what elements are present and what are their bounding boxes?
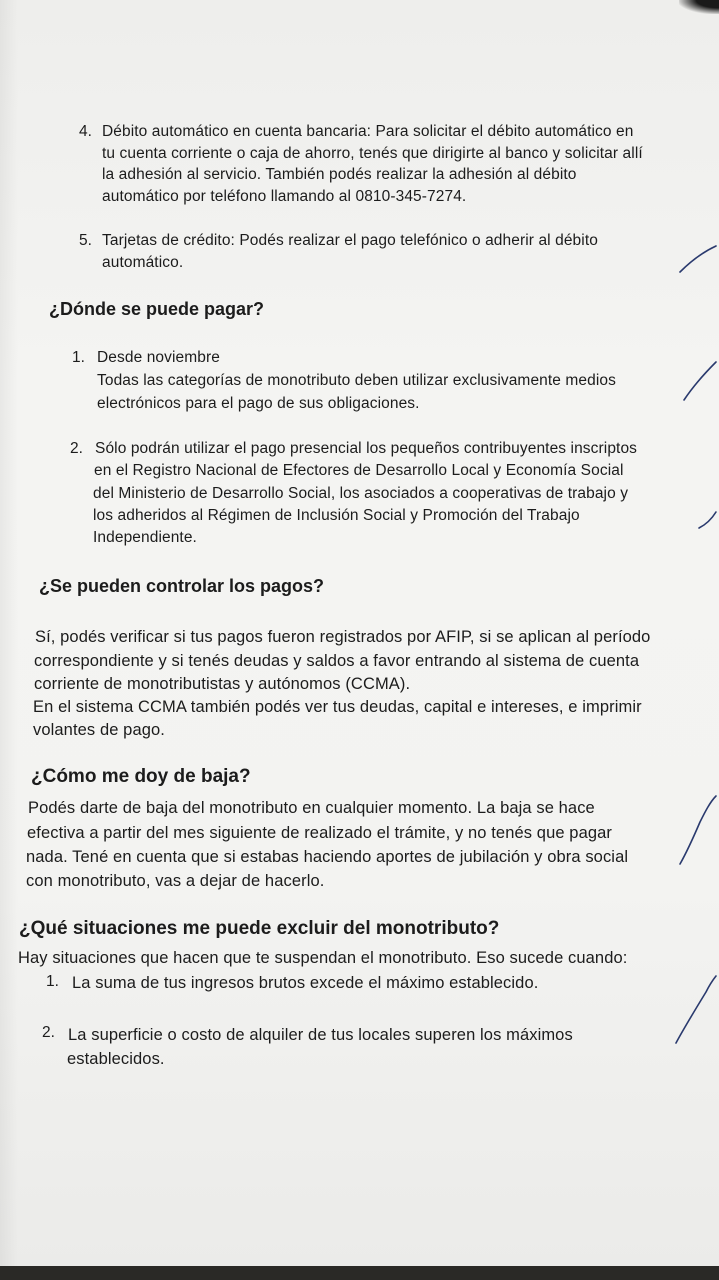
background-strip — [0, 1266, 719, 1280]
controlar-line-5: volantes de pago. — [33, 721, 165, 739]
baja-line-4: con monotributo, vas a dejar de hacerlo. — [26, 872, 325, 890]
item5-line-2: automático. — [102, 254, 184, 271]
section-heading: ¿Cómo me doy de baja? — [31, 766, 251, 787]
item5-line-1: Tarjetas de crédito: Podés realizar el pago telefónico o adherir al débito — [102, 232, 598, 249]
baja-line-1: Podés darte de baja del monotributo en cualquier momento. La baja se hace — [28, 799, 595, 817]
excluir-item1-line-1: La suma de tus ingresos brutos excede el máximo establecido. — [72, 974, 539, 992]
excluir-item2-line-2: establecidos. — [67, 1050, 165, 1068]
item4-line-1: Débito automático en cuenta bancaria: Para solicitar el débito automático en — [102, 123, 634, 140]
check-mark-3-icon — [699, 512, 716, 528]
item4-line-2: tu cuenta corriente o caja de ahorro, tenés que dirigirte al banco y solicitar allí — [102, 145, 643, 162]
donde-item2-line-3: del Ministerio de Desarrollo Social, los asociados a cooperativas de trabajo y — [93, 485, 629, 502]
donde-item1-line-1: Desde noviembre — [97, 349, 220, 366]
donde-item2-line-5: Independiente. — [93, 529, 197, 546]
excluir-intro: Hay situaciones que hacen que te suspendan el monotributo. Eso sucede cuando: — [18, 949, 628, 967]
list-number: 4. — [79, 123, 92, 140]
list-number: 2. — [70, 440, 83, 457]
donde-item2-line-2: en el Registro Nacional de Efectores de Desarrollo Local y Economía Social — [94, 462, 624, 479]
item4-line-4: automático por teléfono llamando al 0810-345-7274. — [102, 188, 467, 205]
section-heading: ¿Dónde se puede pagar? — [49, 299, 265, 319]
donde-item1-line-3: electrónicos para el pago de sus obligaciones. — [97, 395, 420, 412]
item4-line-3: la adhesión al servicio. También podés realizar la adhesión al débito — [102, 166, 577, 183]
controlar-line-1: Sí, podés verificar si tus pagos fueron registrados por AFIP, si se aplican al período — [35, 628, 651, 646]
donde-item2-line-4: los adheridos al Régimen de Inclusión Social y Promoción del Trabajo — [93, 507, 580, 524]
controlar-line-3: corriente de monotributistas y autónomos (CCMA). — [34, 675, 411, 693]
controlar-line-4: En el sistema CCMA también podés ver tus deudas, capital e intereses, e imprimir — [33, 698, 642, 716]
section-heading: ¿Qué situaciones me puede excluir del monotributo? — [19, 918, 500, 939]
list-number: 1. — [46, 973, 59, 990]
baja-line-2: efectiva a partir del mes siguiente de realizado el trámite, y no tenés que pagar — [27, 824, 613, 842]
list-number: 1. — [72, 349, 85, 366]
excluir-item2-line-1: La superficie o costo de alquiler de tus locales superen los máximos — [68, 1026, 573, 1044]
list-number: 5. — [79, 232, 92, 249]
controlar-line-2: correspondiente y si tenés deudas y saldos a favor entrando al sistema de cuenta — [34, 652, 640, 670]
donde-item1-line-2: Todas las categorías de monotributo deben utilizar exclusivamente medios — [97, 372, 616, 389]
list-number: 2. — [42, 1024, 55, 1041]
section-heading: ¿Se pueden controlar los pagos? — [39, 576, 325, 596]
check-mark-2-icon — [684, 362, 716, 400]
check-mark-5-icon — [676, 976, 716, 1043]
check-mark-1-icon — [680, 246, 716, 272]
check-mark-4-icon — [680, 796, 716, 864]
baja-line-3: nada. Tené en cuenta que si estabas haciendo aportes de jubilación y obra social — [26, 848, 629, 866]
donde-item2-line-1: Sólo podrán utilizar el pago presencial los pequeños contribuyentes inscriptos — [95, 440, 638, 457]
